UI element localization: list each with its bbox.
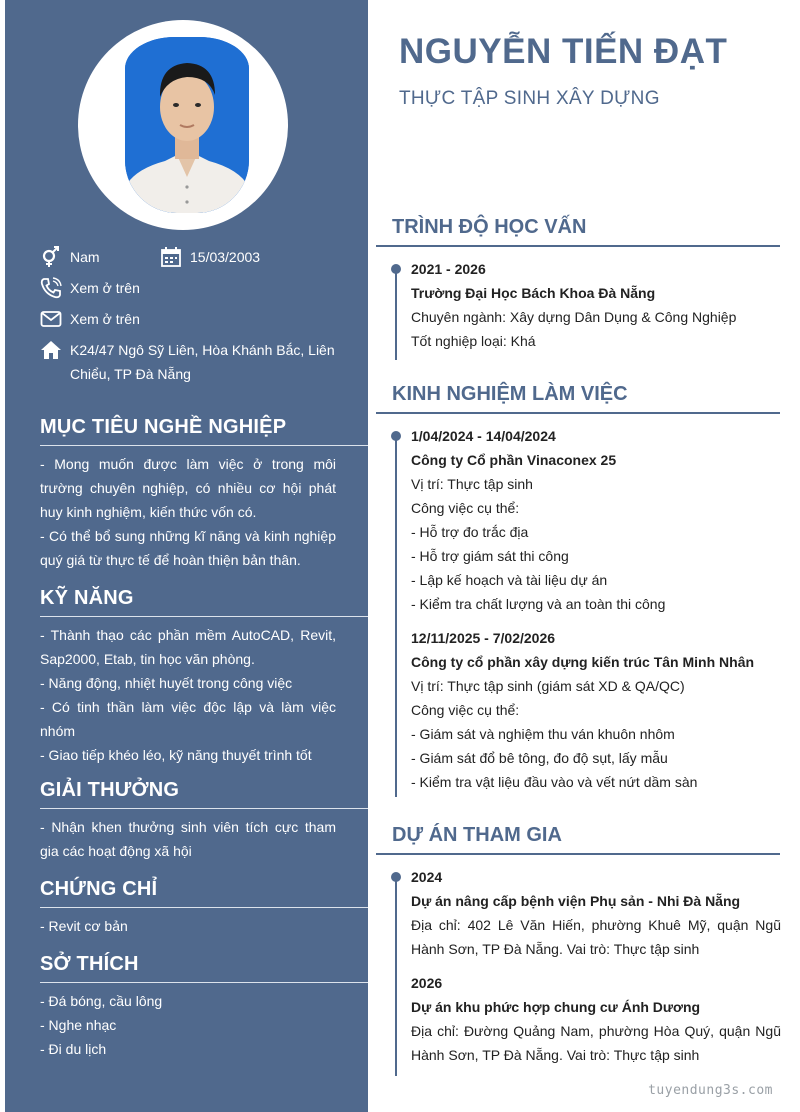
project-year: 2024	[411, 869, 443, 885]
objective-line: - Mong muốn được làm việc ở trong môi trường chuyên nghiệp, có nhiều cơ hội phát huy kinh nghiệm, kiến thức vốn có.	[40, 456, 336, 520]
hobby-line: - Nghe nhạc	[40, 1017, 117, 1033]
experience-detail: Vị trí: Thực tập sinh (giám sát XD & QA/QC)	[411, 678, 685, 694]
experience-detail: - Giám sát đổ bê tông, đo độ sụt, lấy mẫu	[411, 750, 668, 766]
birthdate-value: 15/03/2003	[190, 249, 261, 265]
timeline-dot	[391, 431, 401, 441]
skills-title: KỸ NĂNG	[40, 587, 368, 617]
education-entry	[411, 257, 781, 353]
experience-detail: - Hỗ trợ giám sát thi công	[411, 548, 569, 564]
experience-company: Công ty Cổ phần Vinaconex 25	[411, 452, 617, 468]
experience-period: 1/04/2024 - 14/04/2024	[411, 428, 556, 444]
main-column	[376, 0, 800, 1112]
experience-detail: Vị trí: Thực tập sinh	[411, 476, 533, 492]
education-timeline-line	[395, 268, 397, 360]
candidate-role: THỰC TẬP SINH XÂY DỰNG	[399, 88, 660, 109]
project-entry	[411, 971, 781, 1067]
experience-period: 12/11/2025 - 7/02/2026	[411, 630, 556, 646]
experience-company: Công ty cổ phần xây dựng kiến trúc Tân Minh Nhân	[411, 654, 755, 670]
experience-timeline-line	[395, 435, 397, 797]
calendar-icon	[160, 246, 182, 268]
education-period: 2021 - 2026	[411, 261, 486, 277]
certificates-body	[40, 914, 336, 938]
experience-detail: - Kiểm tra chất lượng và an toàn thi công	[411, 596, 666, 612]
education-detail: Tốt nghiệp loại: Khá	[411, 333, 536, 349]
phone-value: Xem ở trên	[70, 280, 140, 296]
experience-detail: - Kiểm tra vật liệu đầu vào và vết nứt dầm sàn	[411, 774, 698, 790]
objective-title: MỤC TIÊU NGHỀ NGHIỆP	[40, 416, 368, 446]
profile-photo-frame	[78, 20, 288, 230]
hobbies-title: SỞ THÍCH	[40, 953, 368, 983]
timeline-dot	[391, 264, 401, 274]
project-name: Dự án khu phức hợp chung cư Ánh Dương	[411, 999, 701, 1015]
email-value: Xem ở trên	[70, 311, 140, 327]
mail-icon	[40, 308, 62, 330]
project-detail: Địa chỉ: Đường Quảng Nam, phường Hòa Quý, quận Ngũ Hành Sơn, TP Đà Nẵng. Vai trò: Thực tập sinh	[411, 1023, 781, 1063]
projects-timeline-line	[395, 876, 397, 1076]
experience-detail: - Lập kế hoạch và tài liệu dự án	[411, 572, 608, 588]
hobbies-body	[40, 989, 336, 1061]
gender-icon	[40, 246, 62, 268]
award-line: - Nhận khen thưởng sinh viên tích cực tham gia các hoạt động xã hội	[40, 819, 336, 859]
awards-title: GIẢI THƯỞNG	[40, 779, 368, 809]
skill-line: - Thành thạo các phần mềm AutoCAD, Revit, Sap2000, Etab, tin học văn phòng.	[40, 627, 336, 667]
address-value: K24/47 Ngô Sỹ Liên, Hòa Khánh Bắc, Liên Chiểu, TP Đà Nẵng	[70, 342, 335, 382]
experience-detail: - Giám sát và nghiệm thu ván khuôn nhôm	[411, 726, 675, 742]
phone-row	[40, 276, 340, 300]
home-icon	[40, 339, 62, 361]
education-title: TRÌNH ĐỘ HỌC VẤN	[376, 216, 780, 247]
certificates-title: CHỨNG CHỈ	[40, 878, 368, 908]
candidate-name: NGUYỄN TIẾN ĐẠT	[399, 32, 728, 71]
phone-icon	[40, 277, 62, 299]
education-detail: Chuyên ngành: Xây dựng Dân Dụng & Công Nghiệp	[411, 309, 737, 325]
watermark: tuyendung3s.com	[648, 1083, 773, 1098]
sidebar	[5, 0, 368, 1112]
project-entry	[411, 865, 781, 961]
hobby-line: - Đá bóng, cầu lông	[40, 993, 163, 1009]
education-school: Trường Đại Học Bách Khoa Đà Nẵng	[411, 285, 656, 301]
experience-detail: Công việc cụ thể:	[411, 702, 520, 718]
profile-photo	[125, 37, 249, 213]
objective-body	[40, 452, 336, 572]
projects-title: DỰ ÁN THAM GIA	[376, 824, 780, 855]
experience-entry	[411, 626, 781, 794]
certificate-line: - Revit cơ bản	[40, 918, 128, 934]
skill-line: - Năng động, nhiệt huyết trong công việc	[40, 675, 293, 691]
skill-line: - Giao tiếp khéo léo, kỹ năng thuyết trình tốt	[40, 747, 312, 763]
email-row	[40, 307, 340, 331]
gender-row	[40, 245, 160, 269]
project-name: Dự án nâng cấp bệnh viện Phụ sản - Nhi Đà Nẵng	[411, 893, 741, 909]
experience-entry	[411, 424, 781, 616]
address-row	[40, 338, 340, 386]
project-detail: Địa chỉ: 402 Lê Văn Hiến, phường Khuê Mỹ, quận Ngũ Hành Sơn, TP Đà Nẵng. Vai trò: Thực tập sinh	[411, 917, 781, 957]
experience-detail: - Hỗ trợ đo trắc địa	[411, 524, 529, 540]
project-year: 2026	[411, 975, 443, 991]
hobby-line: - Đi du lịch	[40, 1041, 107, 1057]
skill-line: - Có tinh thần làm việc độc lập và làm việc nhóm	[40, 699, 336, 739]
experience-detail: Công việc cụ thể:	[411, 500, 520, 516]
timeline-dot	[391, 872, 401, 882]
gender-value: Nam	[70, 249, 100, 265]
birthdate-row	[160, 245, 310, 269]
skills-body	[40, 623, 336, 767]
experience-title: KINH NGHIỆM LÀM VIỆC	[376, 383, 780, 414]
objective-line: - Có thể bổ sung những kĩ năng và kinh nghiệp quý giá từ thực tế để hoàn thiện bản thân.	[40, 528, 336, 568]
awards-body	[40, 815, 336, 863]
